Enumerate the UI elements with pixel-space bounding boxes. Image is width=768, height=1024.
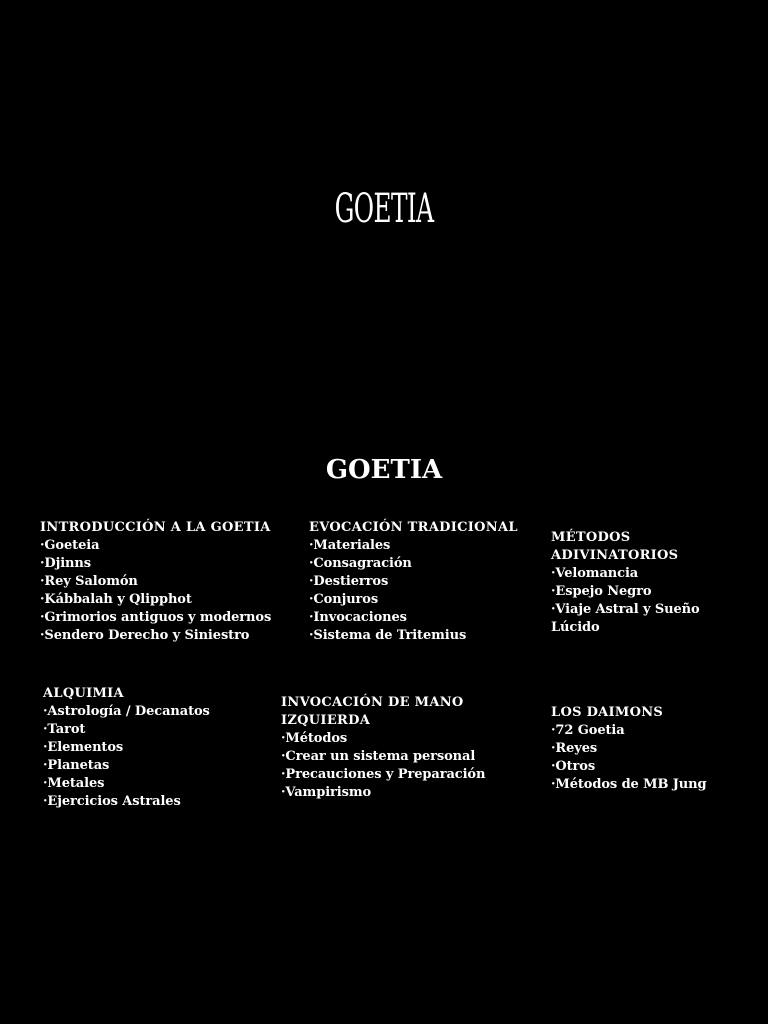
section-title: MÉTODOS	[551, 530, 631, 545]
list-item: ·Materiales	[309, 538, 391, 553]
page-title: GOETIA	[325, 455, 443, 485]
list-item: ·Kábbalah y Qlipphot	[40, 592, 192, 607]
list-item: ·Invocaciones	[309, 610, 407, 625]
section-title: ADIVINATORIOS	[551, 548, 679, 563]
list-item: ·Astrología / Decanatos	[43, 704, 210, 719]
list-item: ·Ejercicios Astrales	[43, 794, 181, 809]
section-los-daimons	[551, 704, 707, 794]
list-item: ·Sistema de Tritemius	[309, 628, 467, 643]
section-title: INTRODUCCIÓN A LA GOETIA	[40, 520, 271, 535]
section-title: IZQUIERDA	[281, 713, 371, 728]
section-alquimia	[43, 685, 210, 811]
list-item: ·Goeteia	[40, 538, 100, 553]
section-evocacion	[309, 519, 518, 645]
list-item: ·Elementos	[43, 740, 124, 755]
list-item: ·Vampirismo	[281, 785, 372, 800]
section-title: INVOCACIÓN DE MANO	[281, 695, 464, 710]
list-item: ·Conjuros	[309, 592, 379, 607]
list-item: ·Otros	[551, 759, 596, 774]
section-title: LOS DAIMONS	[551, 705, 664, 720]
list-item: ·Espejo Negro	[551, 584, 652, 599]
section-introduccion	[40, 519, 271, 645]
list-item: ·Tarot	[43, 722, 86, 737]
list-item: ·Velomancia	[551, 566, 639, 581]
list-item: ·Reyes	[551, 741, 598, 756]
list-item: ·Métodos de MB Jung	[551, 777, 707, 792]
section-title: EVOCACIÓN TRADICIONAL	[309, 520, 518, 535]
list-item: ·Destierros	[309, 574, 389, 589]
list-item: ·Sendero Derecho y Siniestro	[40, 628, 250, 643]
list-item: ·Planetas	[43, 758, 110, 773]
list-item: ·Métodos	[281, 731, 348, 746]
list-item: Lúcido	[551, 620, 600, 635]
list-item: ·Metales	[43, 776, 105, 791]
list-item: ·Rey Salomón	[40, 574, 138, 589]
list-item: ·Consagración	[309, 556, 412, 571]
list-item: ·Crear un sistema personal	[281, 749, 476, 764]
list-item: ·Djinns	[40, 556, 91, 571]
section-metodos-adivinatorios	[551, 529, 700, 637]
list-item: ·72 Goetia	[551, 723, 625, 738]
list-item: ·Viaje Astral y Sueño	[551, 602, 700, 617]
section-title: ALQUIMIA	[43, 686, 124, 701]
logo-wordmark: GOETIA	[334, 186, 434, 232]
list-item: ·Precauciones y Preparación	[281, 767, 486, 782]
list-item: ·Grimorios antiguos y modernos	[40, 610, 272, 625]
section-invocacion-mano-izquierda	[281, 694, 485, 802]
